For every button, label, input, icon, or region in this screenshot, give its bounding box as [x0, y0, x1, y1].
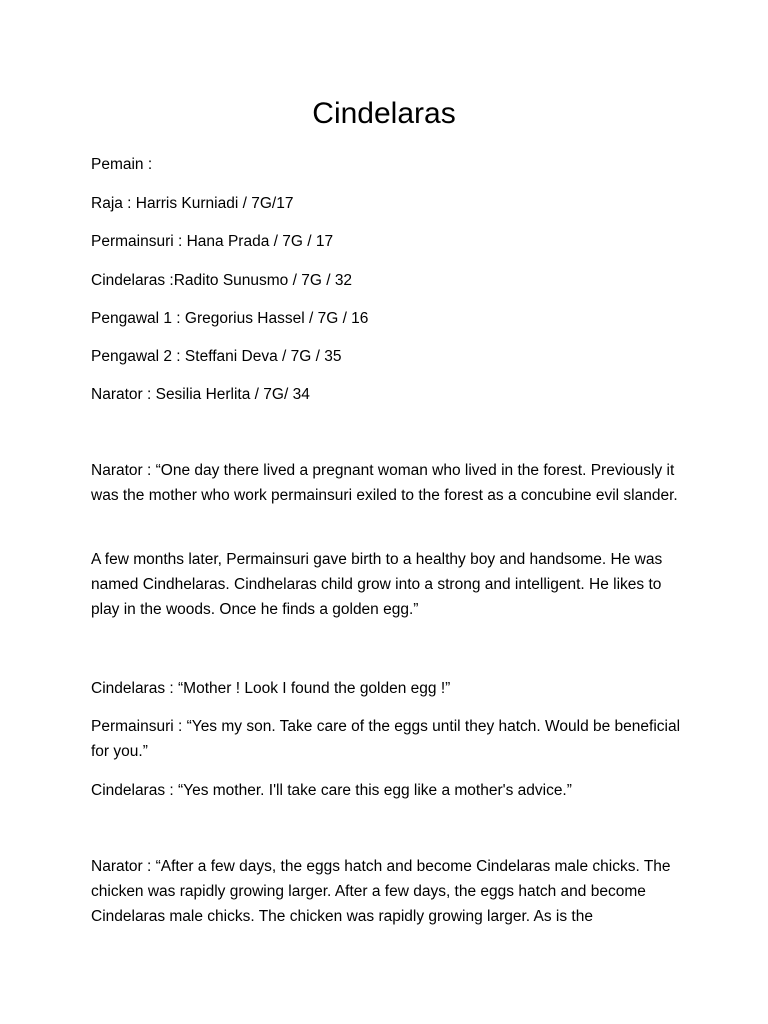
dialogue-permainsuri: Permainsuri : “Yes my son. Take care of the eggs until they hatch. Would be beneficial for you.” — [91, 718, 681, 760]
cast-item-raja: Raja : Harris Kurniadi / 7G/17 — [91, 195, 294, 212]
paragraph-narator-intro: Narator : “One day there lived a pregnant woman who lived in the forest. Previously it was the mother who work permainsuri exiled to the forest as a concubine evil slander. — [91, 462, 678, 504]
cast-heading: Pemain : — [91, 156, 153, 173]
dialogue-cindelaras-1: Cindelaras : “Mother ! Look I found the golden egg !” — [91, 680, 451, 697]
cast-item-narator: Narator : Sesilia Herlita / 7G/ 34 — [91, 386, 310, 403]
cast-item-cindelaras: Cindelaras :Radito Sunusmo / 7G / 32 — [91, 272, 353, 289]
paragraph-birth: A few months later, Permainsuri gave birth to a healthy boy and handsome. He was named Cindhelaras. Cindhelaras child grow into a strong and intelligent. He likes to play in the woods. Once he finds a golden egg.” — [91, 551, 663, 618]
cast-item-permainsuri: Permainsuri : Hana Prada / 7G / 17 — [91, 233, 334, 250]
dialogue-cindelaras-2: Cindelaras : “Yes mother. I'll take care this egg like a mother's advice.” — [91, 782, 572, 799]
document-title: Cindelaras — [312, 97, 456, 130]
cast-item-pengawal-1: Pengawal 1 : Gregorius Hassel / 7G / 16 — [91, 310, 369, 327]
cast-item-pengawal-2: Pengawal 2 : Steffani Deva / 7G / 35 — [91, 348, 342, 365]
paragraph-narator-chicks: Narator : “After a few days, the eggs hatch and become Cindelaras male chicks. The chicken was rapidly growing larger. After a few days, the eggs hatch and become Cindelaras male chicks. The chicken was rapidly growing larger. As is the — [91, 858, 671, 925]
